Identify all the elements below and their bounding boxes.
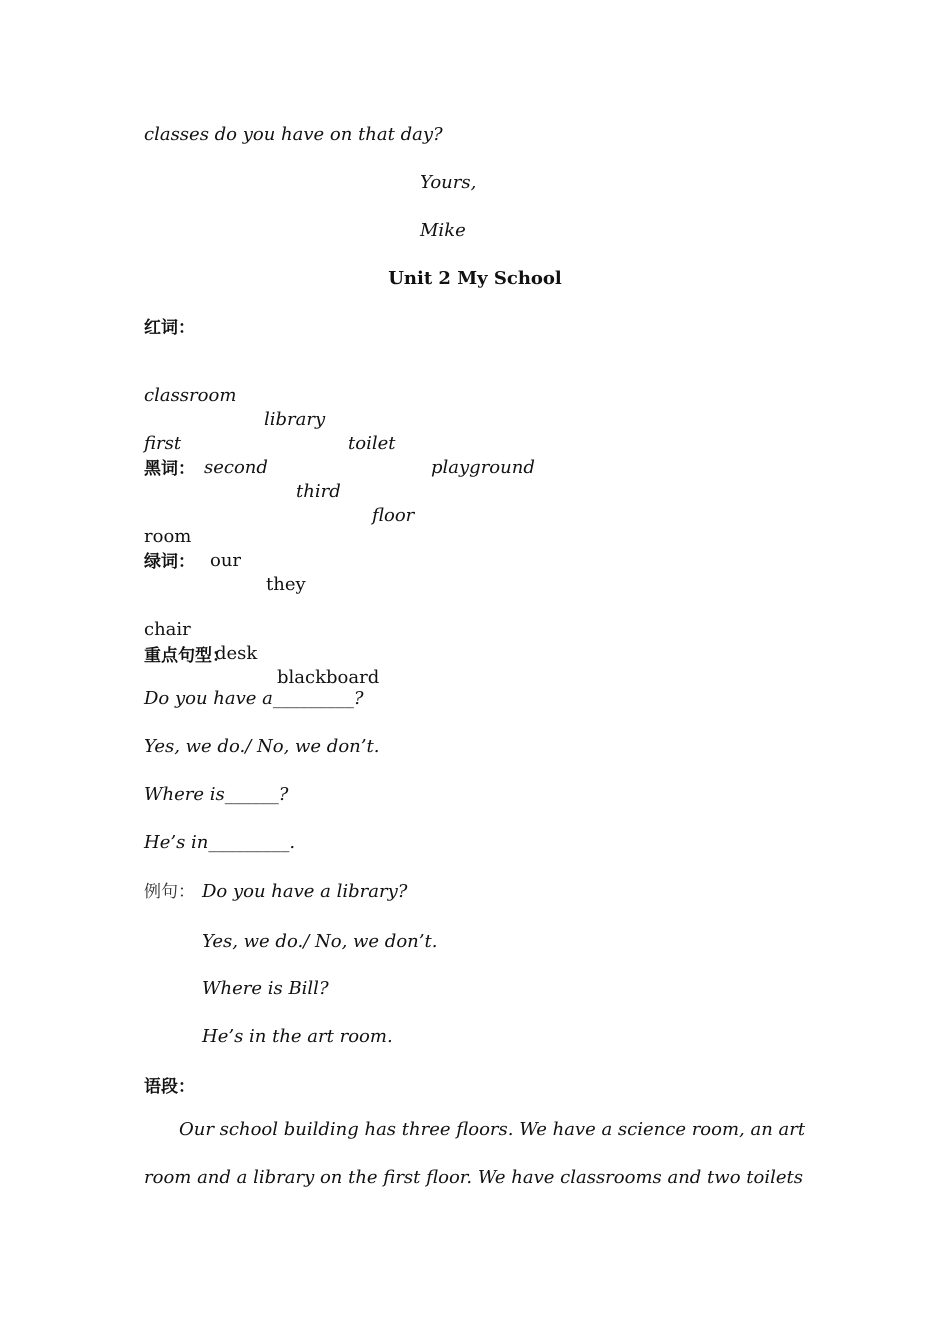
examples-label: 例句： (144, 882, 195, 902)
word-playground: playground (431, 457, 535, 478)
unit-title: Unit 2 My School (388, 268, 562, 289)
word-toilet: toilet (348, 433, 396, 454)
key-sentence-3: Where is______? (144, 784, 289, 805)
red-words-heading: 红词： (144, 318, 195, 338)
word-blackboard: blackboard (277, 667, 380, 688)
word-library: library (264, 409, 326, 430)
key-sentence-1: Do you have a_________? (144, 688, 364, 709)
word-classroom: classroom (144, 385, 237, 406)
word-our: our (210, 550, 242, 571)
word-desk: desk (215, 643, 258, 664)
passage-heading: 语段： (144, 1077, 195, 1097)
passage-line-2: room and a library on the first floor. We have classrooms and two toilets (144, 1167, 803, 1188)
word-floor: floor (372, 505, 415, 526)
key-sentences-heading: 重点句型： (144, 646, 229, 666)
example-3: Where is Bill? (202, 978, 329, 999)
letter-signature: Mike (420, 220, 466, 241)
letter-continuation: classes do you have on that day? (144, 124, 443, 145)
word-they: they (266, 574, 306, 595)
word-chair: chair (144, 619, 191, 640)
key-sentence-4: He’s in_________. (144, 832, 296, 853)
example-1: Do you have a library? (202, 881, 408, 902)
letter-closing: Yours, (420, 172, 477, 193)
example-2: Yes, we do./ No, we don’t. (202, 931, 438, 952)
example-4: He’s in the art room. (202, 1026, 393, 1047)
word-room: room (144, 526, 192, 547)
green-words-heading: 绿词： (144, 552, 195, 572)
word-first: first (144, 433, 182, 454)
word-second: second (204, 457, 268, 478)
word-third: third (296, 481, 341, 502)
key-sentence-2: Yes, we do./ No, we don’t. (144, 736, 380, 757)
black-words-heading: 黑词： (144, 459, 195, 479)
passage-line-1: Our school building has three floors. We have a science room, an art (179, 1119, 806, 1140)
